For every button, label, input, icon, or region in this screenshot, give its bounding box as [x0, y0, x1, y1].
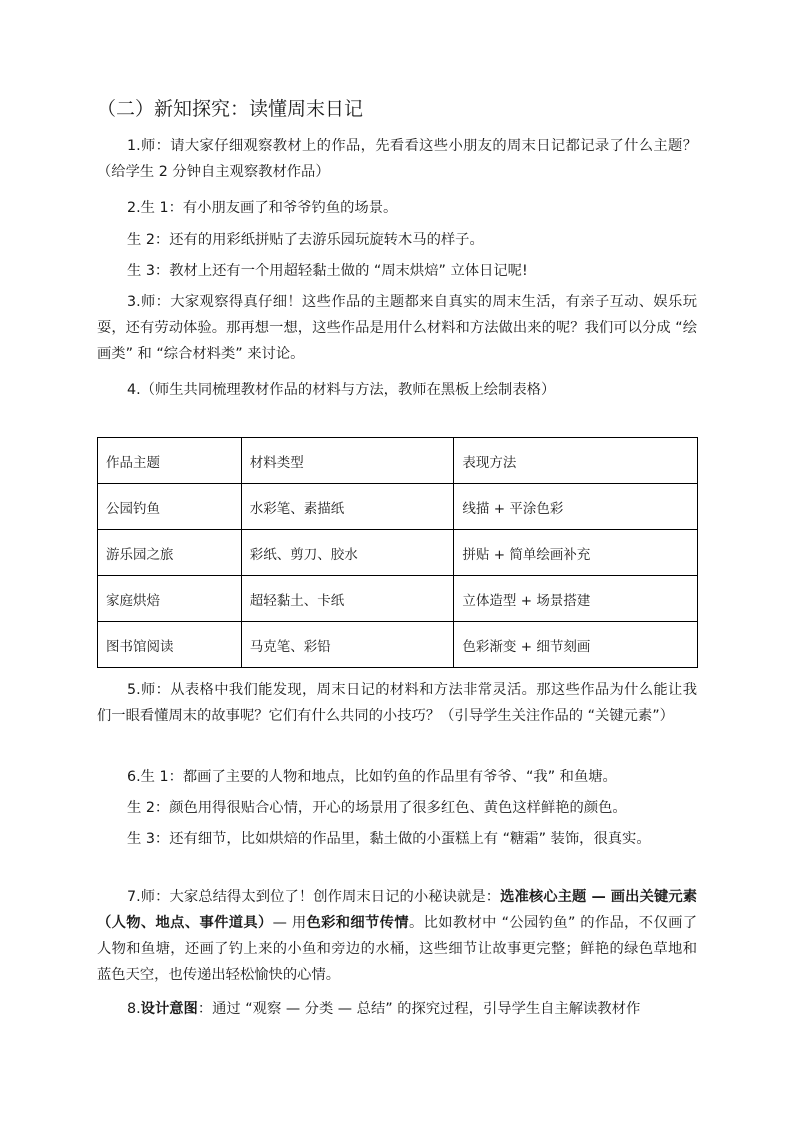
section-title: （二）新知探究：读懂周末日记	[97, 98, 364, 120]
table-cell: 家庭烘焙	[98, 576, 242, 622]
table-row	[98, 576, 698, 622]
paragraph-6: 4.（师生共同梳理教材作品的材料与方法，教师在黑板上绘制表格）	[127, 382, 556, 398]
table-cell: 水彩笔、素描纸	[241, 484, 454, 530]
paragraph-1: 1.师：请大家仔细观察教材上的作品，先看看这些小朋友的周末日记都记录了什么主题？（给学生 2 分钟自主观察教材作品）	[97, 138, 697, 180]
header-cell: 材料类型	[241, 438, 454, 484]
table-cell: 立体造型 + 场景搭建	[454, 576, 698, 622]
table-cell: 超轻黏土、卡纸	[241, 576, 454, 622]
table-cell: 公园钓鱼	[98, 484, 242, 530]
table-cell: 游乐园之旅	[98, 530, 242, 576]
header-cell: 作品主题	[98, 438, 242, 484]
materials-table	[97, 437, 698, 668]
paragraph-11: 7.师：大家总结得太到位了！创作周末日记的小秘诀就是：选准核心主题 — 画出关键元素（人物、地点、事件道具）— 用色彩和细节传情。比如教材中 “公园钓鱼” 的作品，不仅画了人物和鱼塘，还画了钓上来的小鱼和旁边的水桶，这些细节让故事更完整；鲜艳的绿色草地和蓝色天空，也传递出轻松愉快的心情。	[97, 889, 698, 983]
paragraph-3: 生 2：还有的用彩纸拼贴了去游乐园玩旋转木马的样子。	[127, 232, 484, 248]
table-cell: 色彩渐变 + 细节刻画	[454, 622, 698, 668]
table-cell: 图书馆阅读	[98, 622, 242, 668]
paragraph-7: 5.师：从表格中我们能发现，周末日记的材料和方法非常灵活。那这些作品为什么能让我们一眼看懂周末的故事呢？它们有什么共同的小技巧？（引导学生关注作品的 “关键元素”）	[97, 682, 697, 724]
table-row	[98, 530, 698, 576]
table-cell: 马克笔、彩铅	[241, 622, 454, 668]
key-point-bold: 选准核心主题 — 画出关键元素（人物、地点、事件道具）	[97, 889, 697, 931]
key-point-bold-2: 色彩和细节传情	[306, 915, 409, 931]
table-cell: 拼贴 + 简单绘画补充	[454, 530, 698, 576]
paragraph-4: 生 3：教材上还有一个用超轻黏土做的 “周末烘焙” 立体日记呢!	[127, 263, 528, 279]
paragraph-12: 8.设计意图：通过 “观察 — 分类 — 总结” 的探究过程，引导学生自主解读教材作	[127, 1001, 641, 1017]
paragraph-2: 2.生 1：有小朋友画了和爷爷钓鱼的场景。	[127, 200, 398, 216]
table-row	[98, 484, 698, 530]
paragraph-10: 生 3：还有细节，比如烘焙的作品里，黏土做的小蛋糕上有 “糖霜” 装饰，很真实。	[127, 831, 651, 847]
paragraph-8: 6.生 1：都画了主要的人物和地点，比如钓鱼的作品里有爷爷、“我” 和鱼塘。	[127, 769, 617, 785]
table-row	[98, 622, 698, 668]
paragraph-9: 生 2：颜色用得很贴合心情，开心的场景用了很多红色、黄色这样鲜艳的颜色。	[127, 800, 627, 816]
design-intent-label: 设计意图	[140, 1001, 198, 1017]
header-cell: 表现方法	[454, 438, 698, 484]
table-cell: 彩纸、剪刀、胶水	[241, 530, 454, 576]
table-cell: 线描 + 平涂色彩	[454, 484, 698, 530]
table-header-row	[98, 438, 698, 484]
paragraph-5: 3.师：大家观察得真仔细！这些作品的主题都来自真实的周末生活，有亲子互动、娱乐玩耍，还有劳动体验。那再想一想，这些作品是用什么材料和方法做出来的呢？我们可以分成 “绘画类” 和 “综合材料类” 来讨论。	[97, 294, 697, 362]
